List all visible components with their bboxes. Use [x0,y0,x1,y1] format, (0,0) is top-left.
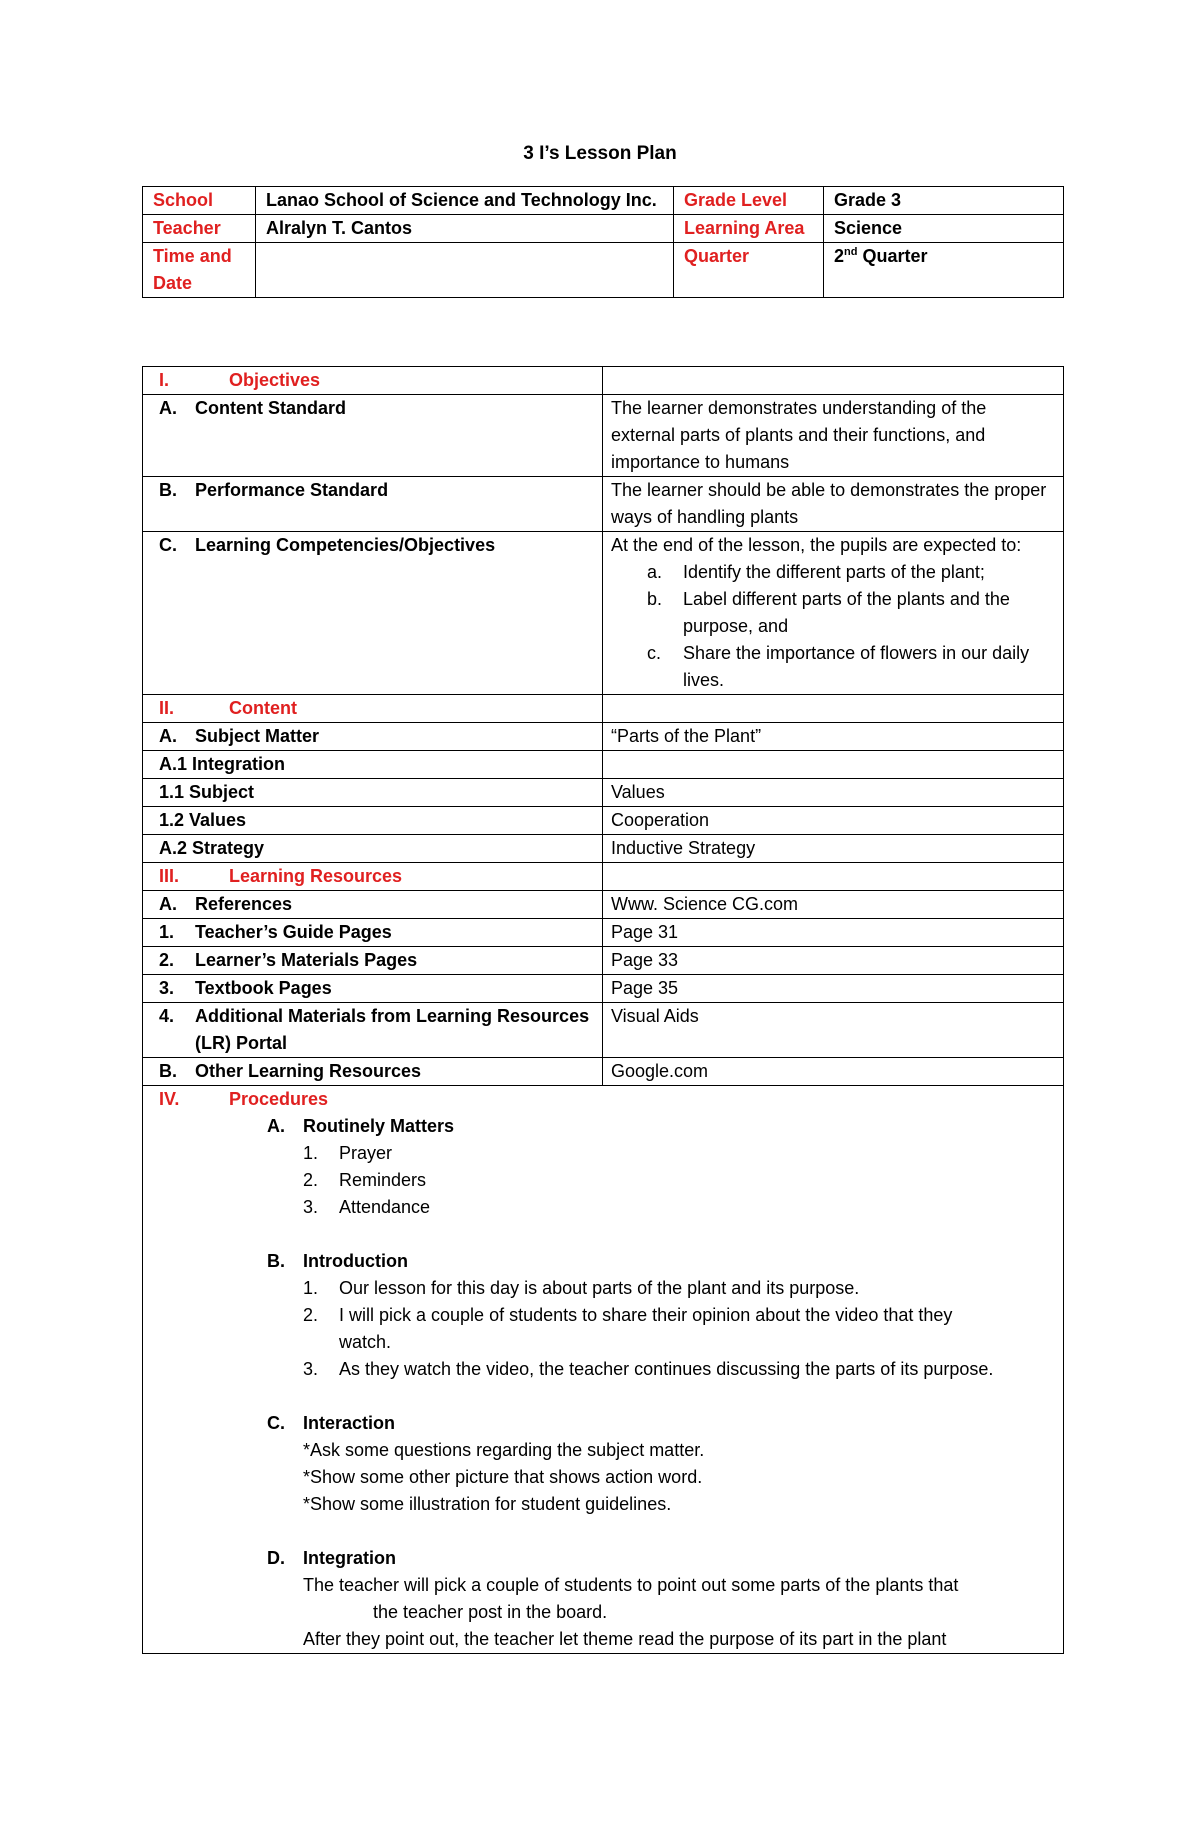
subject-matter-value: “Parts of the Plant” [603,723,1064,751]
resources-heading-empty [603,863,1064,891]
content-heading: II. Content [143,695,603,723]
objectives-heading: I. Objectives [143,367,603,395]
interaction-line: *Show some other picture that shows action word. [303,1467,703,1487]
time-date-value [256,243,674,298]
quarter-number: 2 [834,246,845,266]
list-item: 2. Reminders [303,1170,427,1190]
additional-materials-row [143,1003,1064,1058]
additional-materials-value: Visual Aids [603,1003,1064,1058]
integration-heading: D. Integration [267,1548,396,1568]
grade-level-label: Grade Level [674,187,824,215]
subject-value: Values [603,779,1064,807]
teachers-guide-value: Page 31 [603,919,1064,947]
procedures-heading: IV. Procedures [159,1089,329,1109]
lesson-plan-table [142,366,1064,1654]
strategy-label: A.2 Strategy [143,835,603,863]
performance-standard-row [143,477,1064,532]
subject-label: 1.1 Subject [143,779,603,807]
values-row [143,807,1064,835]
header-table [142,186,1064,298]
teachers-guide-label: 1. Teacher’s Guide Pages [143,919,603,947]
interaction-line: *Show some illustration for student guidelines. [303,1494,672,1514]
header-row-teacher [143,215,1064,243]
list-item: a. Identify the different parts of the plant; [647,562,985,582]
routinely-heading: A. Routinely Matters [267,1116,455,1136]
subject-row [143,779,1064,807]
time-date-label: Time and Date [143,243,256,298]
teacher-value: Alralyn T. Cantos [256,215,674,243]
objectives-heading-empty [603,367,1064,395]
integration-label: A.1 Integration [143,751,603,779]
competencies-value [603,532,1064,695]
introduction-list [303,1275,1003,1383]
quarter-suffix: nd [844,246,858,258]
strategy-value: Inductive Strategy [603,835,1064,863]
textbook-row [143,975,1064,1003]
integration-row [143,751,1064,779]
subject-matter-row [143,723,1064,751]
list-item: 1. Prayer [303,1143,393,1163]
competencies-list [647,559,1055,694]
competencies-label: C. Learning Competencies/Objectives [143,532,603,695]
learners-materials-row [143,947,1064,975]
integration-line: After they point out, the teacher let theme read the purpose of its part in the plant [303,1629,947,1649]
teachers-guide-row [143,919,1064,947]
integration-empty [603,751,1064,779]
content-standard-row [143,395,1064,477]
quarter-value [824,243,1064,298]
list-item: 2. I will pick a couple of students to share their opinion about the video that they watch. [303,1305,953,1352]
list-item: 1. Our lesson for this day is about parts of the plant and its purpose. [303,1278,860,1298]
subject-matter-label: A. Subject Matter [143,723,603,751]
quarter-label: Quarter [674,243,824,298]
learning-area-label: Learning Area [674,215,824,243]
textbook-value: Page 35 [603,975,1064,1003]
competencies-row [143,532,1064,695]
other-resources-label: B. Other Learning Resources [143,1058,603,1086]
learners-materials-label: 2. Learner’s Materials Pages [143,947,603,975]
document-title: 3 I’s Lesson Plan [523,143,677,164]
list-item: b. Label different parts of the plants and the purpose, and [647,589,1010,636]
values-value: Cooperation [603,807,1064,835]
interaction-heading: C. Interaction [267,1413,396,1433]
values-label: 1.2 Values [143,807,603,835]
resources-heading: III. Learning Resources [143,863,603,891]
competencies-intro: At the end of the lesson, the pupils are expected to: [611,535,1022,555]
integration-line: the teacher post in the board. [373,1602,608,1622]
learning-area-value: Science [824,215,1064,243]
performance-standard-label: B. Performance Standard [143,477,603,532]
other-resources-value: Google.com [603,1058,1064,1086]
strategy-row [143,835,1064,863]
introduction-heading: B. Introduction [267,1251,408,1271]
content-standard-label: A. Content Standard [143,395,603,477]
school-label: School [143,187,256,215]
procedures-row [143,1086,1064,1654]
content-standard-value: The learner demonstrates understanding of the external parts of plants and their functions, and importance to humans [603,395,1064,477]
content-heading-empty [603,695,1064,723]
routinely-list [303,1140,1055,1221]
integration-line: The teacher will pick a couple of students to point out some parts of the plants that [303,1575,959,1595]
header-row-school [143,187,1064,215]
procedures-cell [143,1086,1064,1654]
interaction-line: *Ask some questions regarding the subject matter. [303,1440,705,1460]
references-row [143,891,1064,919]
grade-level-value: Grade 3 [824,187,1064,215]
references-value: Www. Science CG.com [603,891,1064,919]
school-value: Lanao School of Science and Technology Inc. [256,187,674,215]
list-item: c. Share the importance of flowers in our daily lives. [647,643,1030,690]
header-row-time [143,243,1064,298]
objectives-heading-row [143,367,1064,395]
list-item: 3. As they watch the video, the teacher continues discussing the parts of its purpose. [303,1359,994,1379]
list-item: 3. Attendance [303,1197,431,1217]
content-heading-row [143,695,1064,723]
additional-materials-label: 4. Additional Materials from Learning Resources (LR) Portal [143,1003,603,1058]
quarter-word: Quarter [857,246,928,266]
teacher-label: Teacher [143,215,256,243]
learners-materials-value: Page 33 [603,947,1064,975]
resources-heading-row [143,863,1064,891]
references-label: A. References [143,891,603,919]
textbook-label: 3. Textbook Pages [143,975,603,1003]
other-resources-row [143,1058,1064,1086]
performance-standard-value: The learner should be able to demonstrates the proper ways of handling plants [603,477,1064,532]
